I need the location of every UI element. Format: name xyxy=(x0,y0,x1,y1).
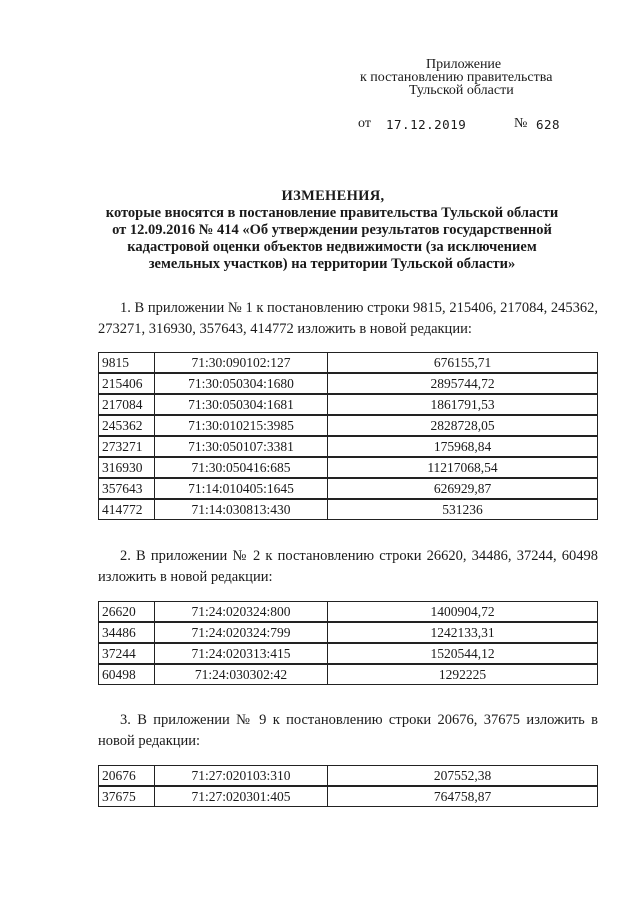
cadastral-number-cell: 71:24:020324:800 xyxy=(155,602,328,623)
cadastral-value-cell: 676155,71 xyxy=(328,353,598,374)
cadastral-number-cell: 71:30:050416:685 xyxy=(155,457,328,478)
table-row xyxy=(99,436,598,457)
cadastral-value-cell: 764758,87 xyxy=(328,786,598,807)
cadastral-number-cell: 71:30:050107:3381 xyxy=(155,436,328,457)
date-prefix: от xyxy=(358,116,371,131)
row-number-cell: 37244 xyxy=(99,643,155,664)
row-number-cell: 414772 xyxy=(99,499,155,520)
cadastral-value-cell: 11217068,54 xyxy=(328,457,598,478)
section-1-text: 1. В приложении № 1 к постановлению строки 9815, 215406, 217084, 245362, 273271, 316930, 357643, 414772 изложить в новой редакции: xyxy=(98,300,598,337)
title-heading: ИЗМЕНЕНИЯ, xyxy=(281,188,385,204)
title-line: земельных участков) на территории Тульской области» xyxy=(148,256,516,272)
row-number-cell: 215406 xyxy=(99,373,155,394)
cadastral-value-cell: 626929,87 xyxy=(328,478,598,499)
table-row xyxy=(99,622,598,643)
table-row xyxy=(99,353,598,374)
section-3-table xyxy=(98,765,598,807)
cadastral-number-cell: 71:14:030813:430 xyxy=(155,499,328,520)
title-line: кадастровой оценки объектов недвижимости (за исключением xyxy=(127,239,537,255)
section-1-table xyxy=(98,352,598,520)
title-line: которые вносятся в постановление правительства Тульской области xyxy=(105,205,559,221)
document-number: 628 xyxy=(536,117,561,132)
appendix-line: Тульской области xyxy=(409,83,514,98)
table-row xyxy=(99,664,598,685)
row-number-cell: 60498 xyxy=(99,664,155,685)
cadastral-number-cell: 71:24:030302:42 xyxy=(155,664,328,685)
table-row xyxy=(99,394,598,415)
row-number-cell: 37675 xyxy=(99,786,155,807)
row-number-cell: 273271 xyxy=(99,436,155,457)
row-number-cell: 26620 xyxy=(99,602,155,623)
section-2-table xyxy=(98,601,598,685)
cadastral-number-cell: 71:30:050304:1680 xyxy=(155,373,328,394)
number-sign: № xyxy=(514,116,528,131)
cadastral-value-cell: 2895744,72 xyxy=(328,373,598,394)
cadastral-value-cell: 2828728,05 xyxy=(328,415,598,436)
cadastral-number-cell: 71:27:020103:310 xyxy=(155,766,328,787)
row-number-cell: 357643 xyxy=(99,478,155,499)
row-number-cell: 9815 xyxy=(99,353,155,374)
table-row xyxy=(99,602,598,623)
cadastral-number-cell: 71:24:020313:415 xyxy=(155,643,328,664)
table-row xyxy=(99,643,598,664)
table-row xyxy=(99,499,598,520)
row-number-cell: 34486 xyxy=(99,622,155,643)
cadastral-value-cell: 207552,38 xyxy=(328,766,598,787)
cadastral-value-cell: 531236 xyxy=(328,499,598,520)
appendix-line: Приложение xyxy=(426,57,502,72)
cadastral-number-cell: 71:30:010215:3985 xyxy=(155,415,328,436)
cadastral-value-cell: 1861791,53 xyxy=(328,394,598,415)
table-row xyxy=(99,766,598,787)
appendix-line: к постановлению правительства xyxy=(360,70,553,85)
table-row xyxy=(99,373,598,394)
row-number-cell: 20676 xyxy=(99,766,155,787)
table-row xyxy=(99,457,598,478)
cadastral-value-cell: 1242133,31 xyxy=(328,622,598,643)
section-2-text: 2. В приложении № 2 к постановлению строки 26620, 34486, 37244, 60498 изложить в новой редакции: xyxy=(98,548,598,585)
table-row xyxy=(99,415,598,436)
cadastral-value-cell: 175968,84 xyxy=(328,436,598,457)
row-number-cell: 217084 xyxy=(99,394,155,415)
table-row xyxy=(99,786,598,807)
table-row xyxy=(99,478,598,499)
cadastral-number-cell: 71:14:010405:1645 xyxy=(155,478,328,499)
cadastral-value-cell: 1292225 xyxy=(328,664,598,685)
cadastral-value-cell: 1400904,72 xyxy=(328,602,598,623)
cadastral-number-cell: 71:30:090102:127 xyxy=(155,353,328,374)
cadastral-number-cell: 71:27:020301:405 xyxy=(155,786,328,807)
cadastral-value-cell: 1520544,12 xyxy=(328,643,598,664)
document-date: 17.12.2019 xyxy=(386,117,467,132)
cadastral-number-cell: 71:24:020324:799 xyxy=(155,622,328,643)
document-title xyxy=(0,188,640,273)
title-line: от 12.09.2016 № 414 «Об утверждении результатов государственной xyxy=(112,222,552,238)
row-number-cell: 245362 xyxy=(99,415,155,436)
cadastral-number-cell: 71:30:050304:1681 xyxy=(155,394,328,415)
section-3-text: 3. В приложении № 9 к постановлению строки 20676, 37675 изложить в новой редакции: xyxy=(98,712,598,749)
row-number-cell: 316930 xyxy=(99,457,155,478)
